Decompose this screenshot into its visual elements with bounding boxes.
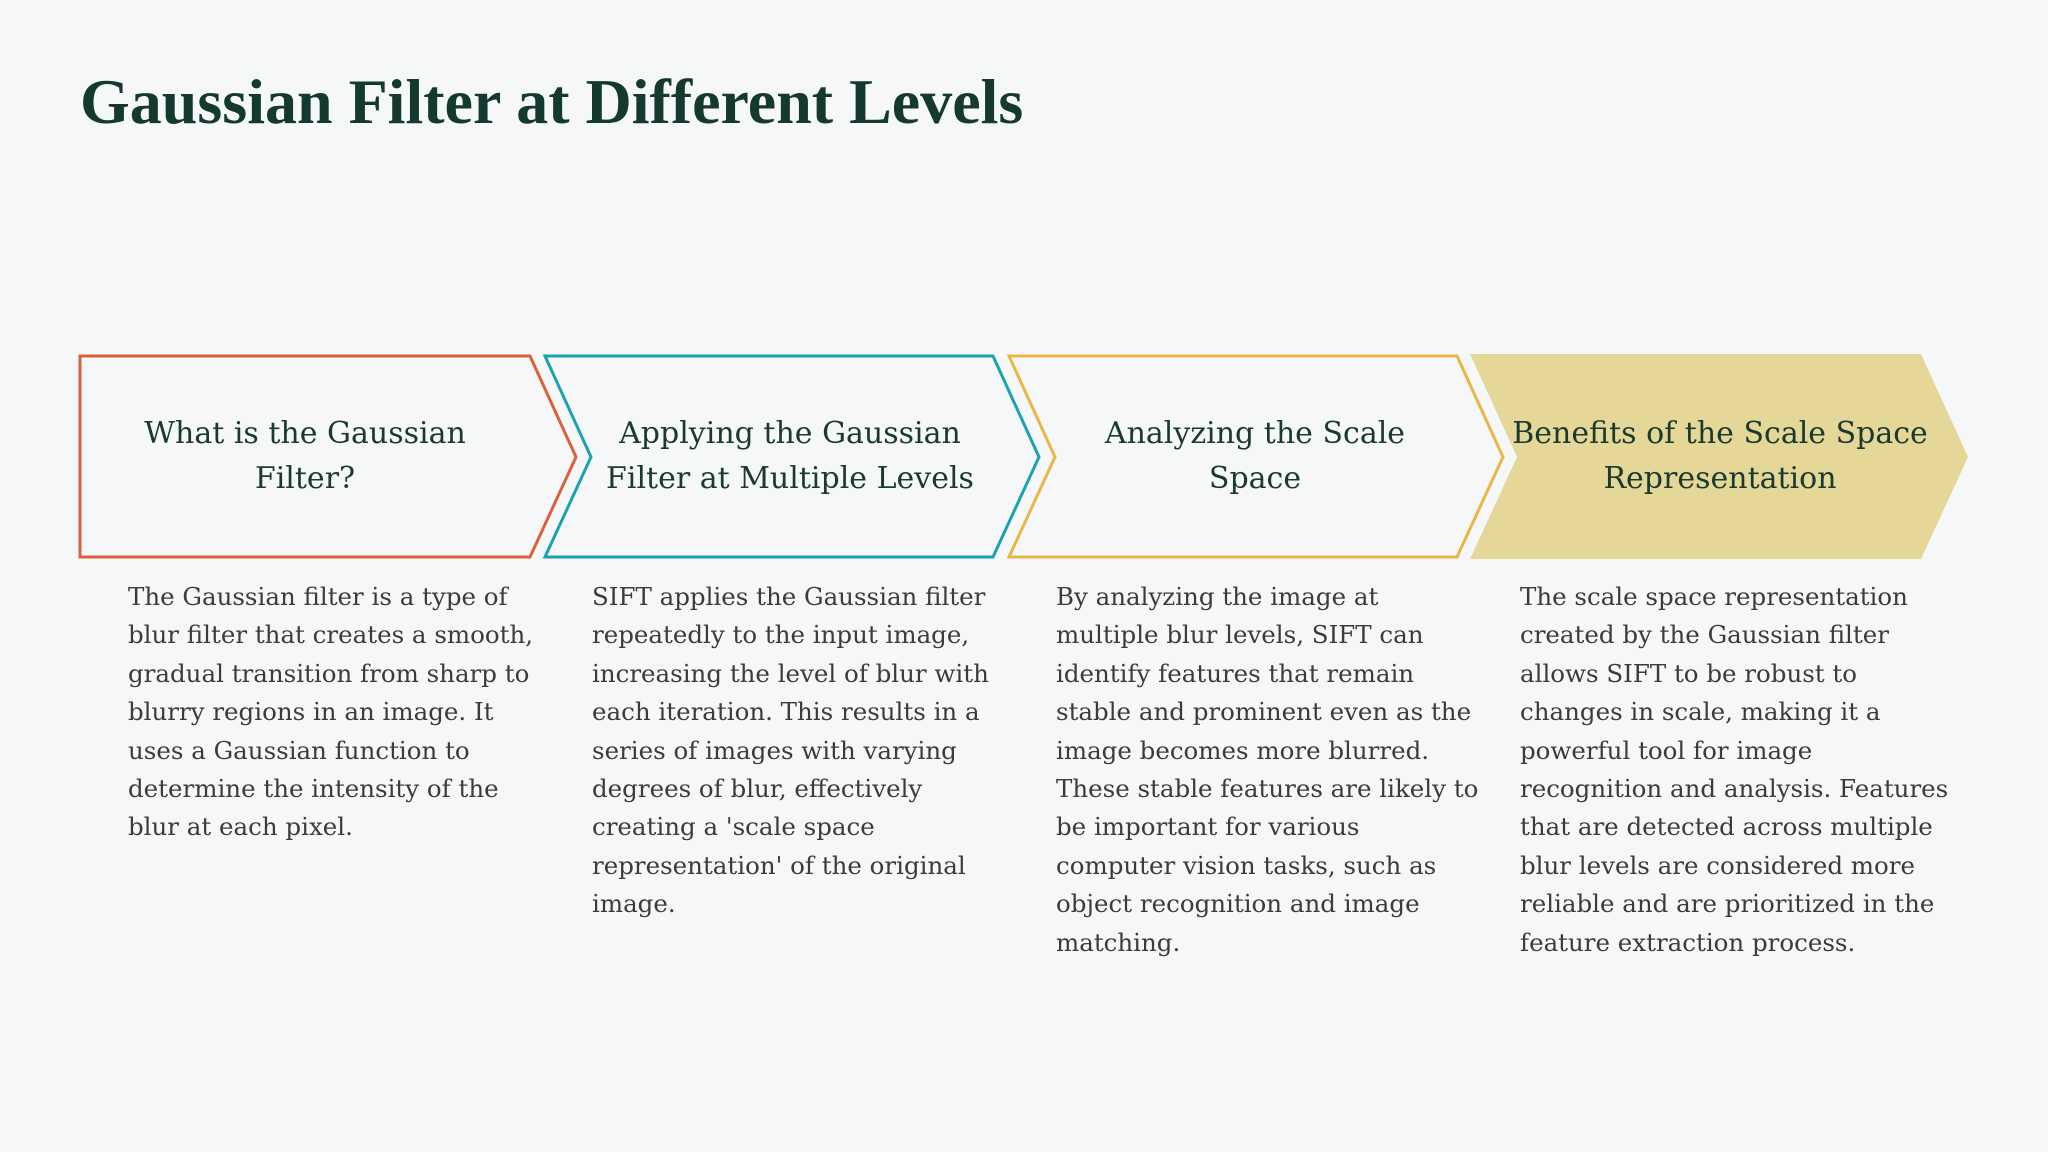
page-title: Gaussian Filter at Different Levels	[80, 66, 1024, 137]
step-1-label: What is the Gaussian Filter?	[144, 416, 466, 496]
step-1-description: The Gaussian filter is a type of blur filter that creates a smooth, gradual transition from sharp to blurry regions in an image. It uses a Gaussian function to determine the intensity of the blur at each pixel.	[128, 582, 534, 842]
step-4-description: The scale space representation created by the Gaussian filter allows SIFT to be robust to changes in scale, making it a powerful tool for image recognition and analysis. Features that are detected across multiple blur levels are considered more reliable and are prioritized in the feature extraction process.	[1520, 582, 1949, 957]
step-2-label: Applying the Gaussian Filter at Multiple Levels	[606, 416, 974, 496]
step-2-description: SIFT applies the Gaussian filter repeatedly to the input image, increasing the level of blur with each iteration. This results in a series of images with varying degrees of blur, effectively creating a 'scale space representation' of the original image.	[592, 582, 989, 919]
step-3-label: Analyzing the Scale Space	[1104, 416, 1406, 496]
step-4-label: Benefits of the Scale Space Representation	[1512, 416, 1928, 496]
step-3-description: By analyzing the image at multiple blur levels, SIFT can identify features that remain stable and prominent even as the image becomes more blurred. These stable features are likely to be important for various computer vision tasks, such as object recognition and image matching.	[1056, 582, 1479, 957]
